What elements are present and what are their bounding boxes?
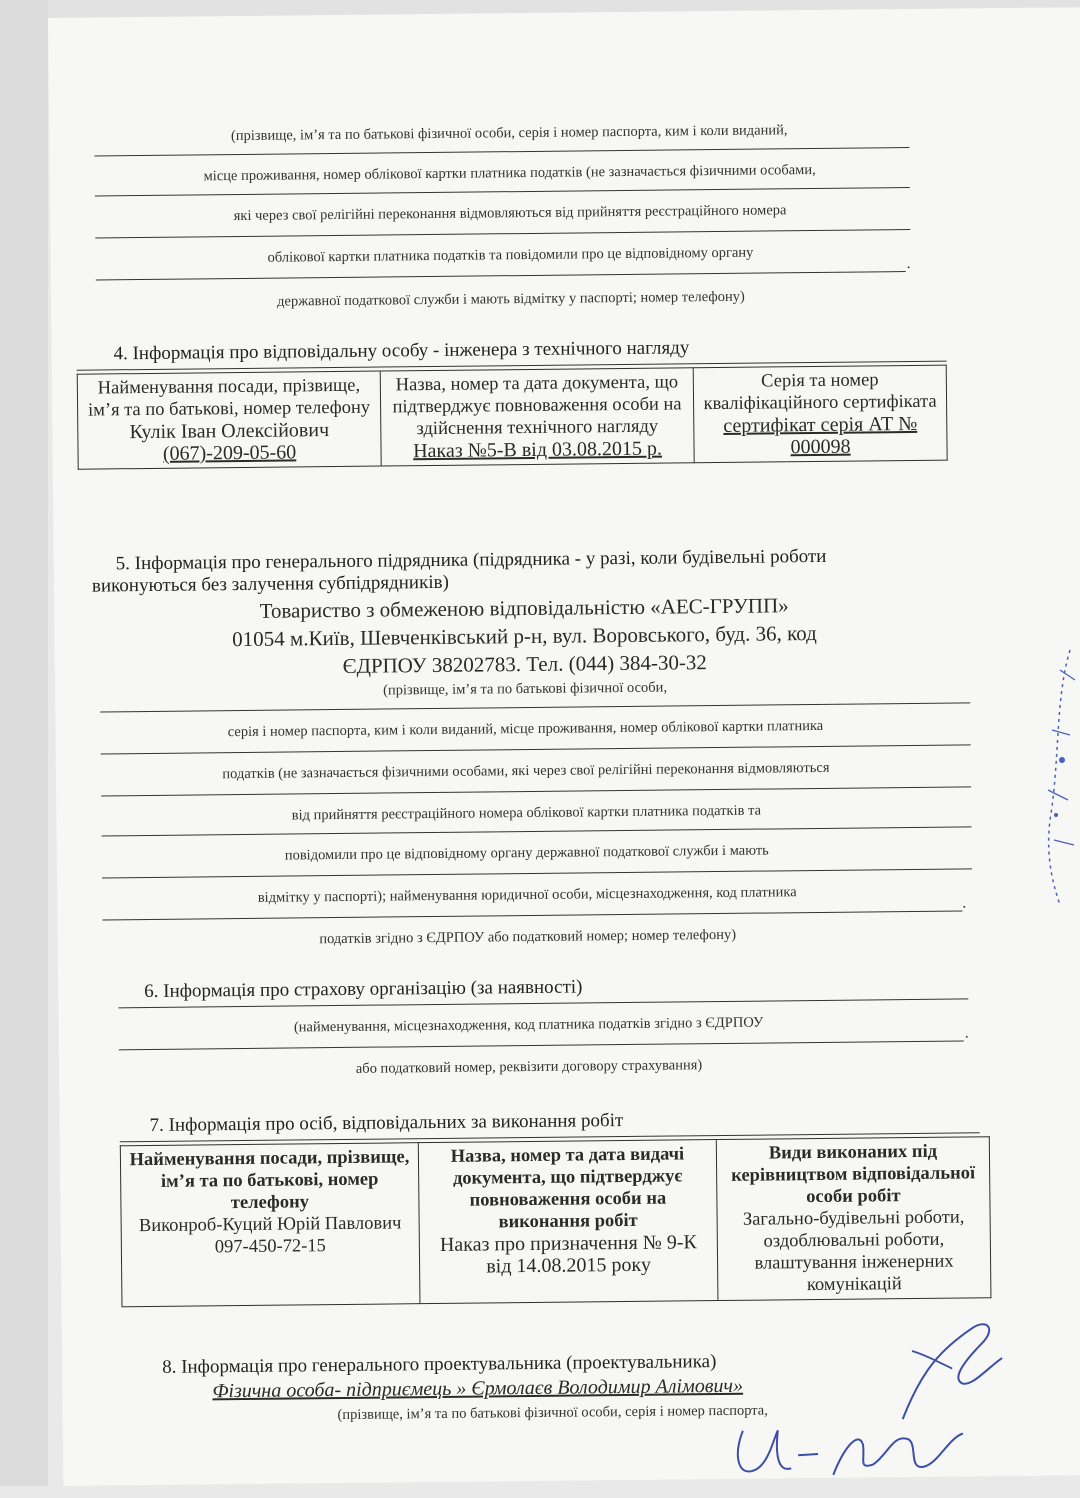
fill-line — [100, 702, 970, 712]
hint-line: або податковий номер, реквізити договору страхування) — [355, 1057, 703, 1077]
fill-line — [102, 910, 962, 920]
fill-line — [119, 1040, 964, 1050]
fill-line — [94, 147, 909, 157]
fill-line — [101, 786, 971, 796]
certificate-value: сертифікат серія АТ № 000098 — [723, 412, 918, 459]
designer-value: Фізична особа- підприємець » Єрмолаєв Володимир Алімович» — [212, 1374, 744, 1403]
works-cell — [716, 1137, 991, 1301]
period-mark: . — [962, 894, 967, 912]
section4-heading: 4. Інформація про відповідальну особу - інженера з технічного нагляду — [113, 337, 690, 365]
contractor-code-phone: ЄДРПОУ 38202783. Тел. (044) 384-30-32 — [342, 650, 708, 678]
works-value: Загально-будівельні роботи, оздоблювальні роботи, влаштування інженерних комунікацій — [742, 1207, 965, 1296]
fill-line — [95, 229, 910, 239]
section8-heading: 8. Інформація про генерального проектувальника (проектувальника) — [162, 1351, 717, 1378]
initials-signature — [723, 1408, 984, 1491]
hint-line: (прізвище, ім’я та по батькові фізичної особи, серія і номер паспорта, ким і коли виданий, — [230, 122, 788, 145]
worker-cell — [120, 1143, 420, 1307]
hint-line: (прізвище, ім’я та по батькові фізичної особи, — [382, 679, 668, 699]
fill-line — [101, 744, 971, 754]
column-header: Назва, номер та дата видачі документа, що підтверджує повноваження особи на виконання робіт — [450, 1144, 685, 1233]
section7-heading: 7. Інформація про осіб, відповідальних за виконання робіт — [149, 1110, 624, 1136]
fill-line — [102, 868, 972, 878]
column-header: Найменування посади, прізвище, ім’я та по батькові, номер телефону — [129, 1147, 410, 1214]
fill-line — [96, 271, 906, 280]
period-mark: . — [964, 1024, 969, 1042]
fill-line — [102, 826, 972, 836]
hint-line: податків (не зазначається фізичними особами, які через свої релігійні переконання відмовляються — [222, 759, 830, 783]
engineer-phone: (067)-209-05-60 — [162, 441, 297, 465]
worker-phone: 097-450-72-15 — [214, 1236, 326, 1258]
engineer-cell — [77, 371, 381, 469]
hint-line: повідомили про це відповідному органу державної податкової служби і мають — [284, 842, 769, 864]
section5-heading: 5. Інформація про генерального підрядника (підрядника - у разі, коли будівельні роботи — [115, 545, 827, 575]
document-cell — [380, 368, 694, 466]
certificate-cell — [693, 365, 947, 463]
order-value: Наказ №5-В від 03.08.2015 р. — [413, 437, 663, 463]
hint-line: від прийняття реєстраційного номера облікової картки платника податків та — [291, 802, 762, 824]
hint-line: облікової картки платника податків та повідомили про це відповідному органу — [267, 244, 754, 266]
appointment-value: Наказ про призначення № 9-К від 14.08.2015 року — [439, 1231, 697, 1278]
hint-line: державної податкової служби і мають відмітку у паспорті; номер телефону) — [277, 288, 745, 310]
appointment-cell — [418, 1140, 718, 1304]
hint-line: відмітку у паспорті); найменування юридичної особи, місцезнаходження, код платника — [257, 884, 797, 906]
hint-line: (прізвище, ім’я та по батькові фізичної особи, серія і номер паспорта, — [337, 1402, 768, 1424]
workers-table — [120, 1136, 992, 1307]
scan-left-edge — [0, 0, 48, 1486]
engineer-name: Кулік Іван Олексійович — [129, 419, 330, 444]
contractor-name: Товариство з обмеженою відповідальністю «АЕС-ГРУПП» — [259, 593, 789, 623]
contractor-address: 01054 м.Київ, Шевченківський р-н, вул. Воровського, буд. 36, код — [232, 620, 817, 652]
worker-name: Виконроб-Куций Юрій Павлович — [138, 1213, 402, 1237]
fill-line — [95, 187, 910, 197]
engineer-table — [77, 365, 948, 470]
document-page — [48, 7, 1080, 1486]
column-header: Види виконаних під керівництвом відповідальної особи робіт — [731, 1141, 976, 1208]
hint-line: (найменування, місцезнаходження, код платника податків згідно з ЄДРПОУ — [293, 1014, 764, 1036]
hint-line: податків згідно з ЄДРПОУ або податковий номер; номер телефону) — [319, 926, 737, 948]
stamp-fragment — [1030, 640, 1080, 910]
hint-line: місце проживання, номер облікової картки платника податків (не зазначається фізичними особами, — [203, 161, 816, 185]
column-header: Серія та номер кваліфікаційного сертифіката — [703, 370, 937, 415]
section5-heading-cont: виконуються без залучення субпідрядників) — [91, 571, 449, 597]
column-header: Найменування посади, прізвище, ім’я та по батькові, номер телефону — [87, 375, 371, 421]
hint-line: які через свої релігійні переконання відмовляються від прийняття реєстраційного номера — [233, 202, 787, 225]
hint-line: серія і номер паспорта, ким і коли виданий, місце проживання, номер облікової картки платника — [227, 717, 824, 741]
period-mark: . — [906, 254, 911, 273]
column-header: Назва, номер та дата документа, що підтверджує повноваження особи на здійснення технічного нагляду — [392, 372, 682, 440]
section6-heading: 6. Інформація про страхову організацію (за наявності) — [144, 976, 583, 1003]
